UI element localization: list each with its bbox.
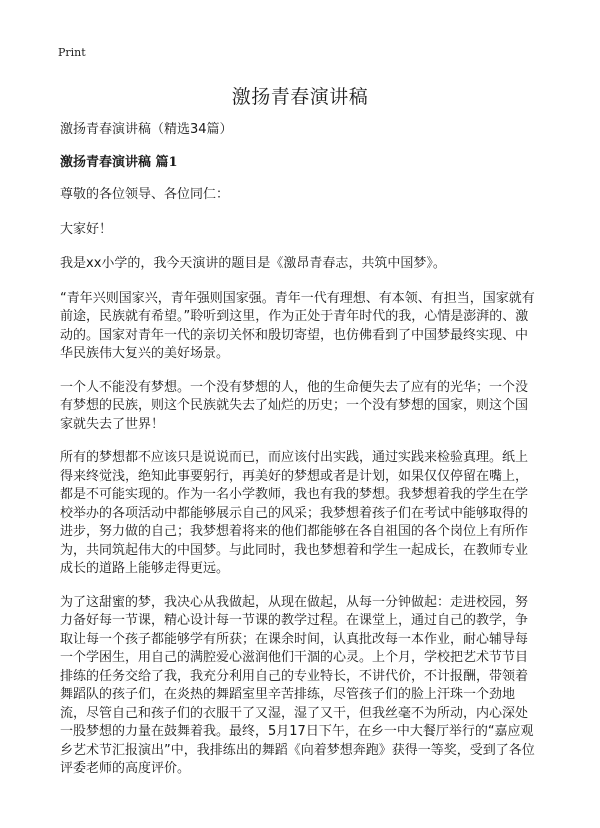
body-paragraph-youth: “青年兴则国家兴，青年强则国家强。青年一代有理想、有本领、有担当，国家就有前途，民族就有希望。”聆听到这里，作为正处于青年时代的我，心情是澎湃的、激动的。国家对青年一代的亲切关怀和殷切寄望，也仿佛看到了中国梦最终实现、中华民族伟大复兴的美好场景。 bbox=[60, 290, 535, 361]
print-link[interactable]: Print bbox=[58, 46, 86, 59]
greeting: 大家好！ bbox=[60, 221, 113, 237]
document-body bbox=[60, 121, 538, 794]
salutation: 尊敬的各位领导、各位同仁： bbox=[60, 187, 230, 202]
body-paragraph-practice: 所有的梦想都不应该只是说说而已，而应该付出实践，通过实践来检验真理。纸上得来终觉浅，绝知此事要躬行，再美好的梦想或者是计划，如果仅仅停留在嘴上，都是不可能实现的。作为一名小学教师，我也有我的梦想。我梦想着我的学生在学校举办的各项活动中都能够展示自己的风采；我梦想着孩子们在考试中能够取得的进步，努力做的自己；我梦想着将来的他们都能够在各自祖国的各个岗位上有所作为，共同筑起伟大的中国梦。与此同时，我也梦想着和学生一起成长，在教师专业成长的道路上能够走得更远。 bbox=[60, 450, 529, 576]
body-paragraph-effort: 为了这甜蜜的梦，我决心从我做起，从现在做起，从每一分钟做起：走进校园，努力备好每一节课，精心设计每一节课的教学过程。在课堂上，通过自己的教学，争取让每一个孩子都能够学有所获；在课余时间，认真批改每一本作业，耐心辅导每一个学困生，用自己的满腔爱心滋润他们干涸的心灵。上个月，学校把艺术节节目排练的任务交给了我，我充分利用自己的专业特长，不讲代价，不计报酬，带领着舞蹈队的孩子们，在炎热的舞蹈室里辛苦排练，尽管孩子们的脸上汗珠一个劲地流，尽管自己和孩子们的衣服干了又湿，湿了又干，但我丝毫不为所动，内心深处一股梦想的力量在鼓舞着我。最终，5月17日下午，在乡一中大餐厅举行的“嘉应观乡艺术节汇报演出”中，我排练出的舞蹈《向着梦想奔跑》获得一等奖，受到了各位评委老师的高度评价。 bbox=[60, 594, 535, 776]
document-subtitle: 激扬青春演讲稿（精选34篇） bbox=[60, 122, 233, 137]
body-paragraph-dreams: 一个人不能没有梦想。一个没有梦想的人，他的生命便失去了应有的光华；一个没有梦想的民族，则这个民族就失去了灿烂的历史；一个没有梦想的国家，则这个国家就失去了世界！ bbox=[60, 379, 529, 432]
section-heading: 激扬青春演讲稿 篇1 bbox=[60, 155, 178, 170]
speech-intro-paragraph: 我是xx小学的，我今天演讲的题目是《激昂青春志，共筑中国梦》。 bbox=[60, 256, 446, 271]
document-title: 激扬青春演讲稿 bbox=[231, 86, 369, 108]
